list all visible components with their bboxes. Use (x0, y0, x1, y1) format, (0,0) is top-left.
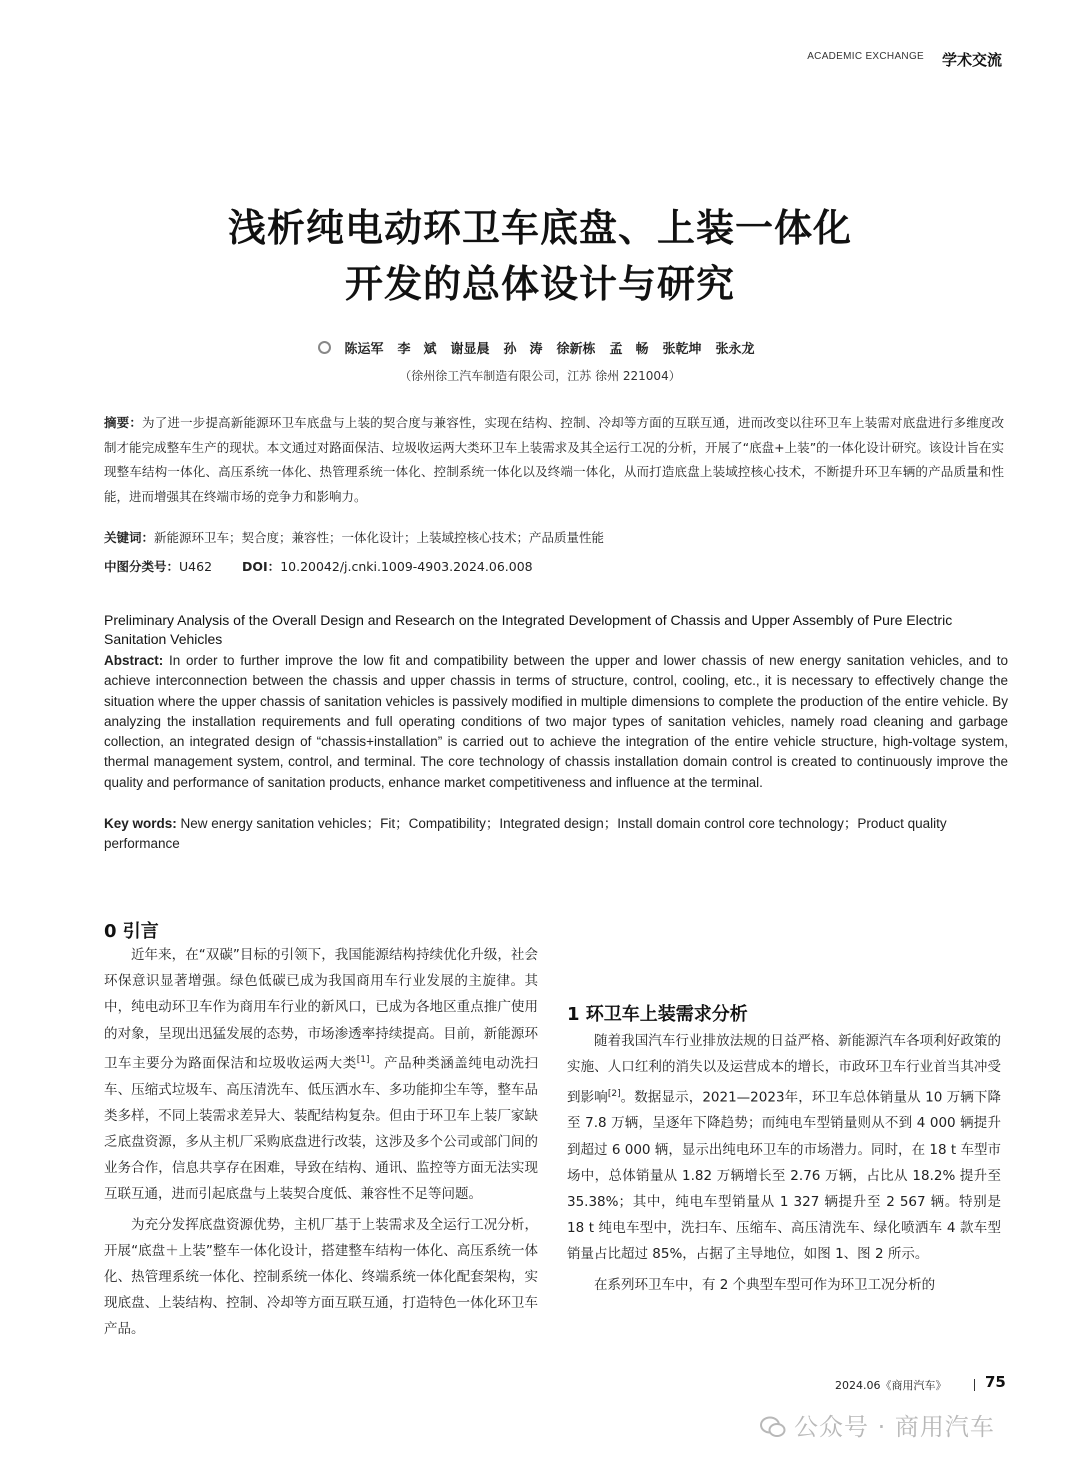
paragraph-text: 。数据显示，2021—2023年，环卫车总体销量从 10 万辆下降至 7.8 万辆，呈逐年下降趋势；而纯电车型销量则从不到 4 000 辆提升到超过 6 000 辆，显示出纯电环卫车的市场潜力。同时，在 18 t 车型市场中，总体销量从 1.82 万辆增长至 2.76 万辆，占比从 18.2% 提升至 35.38%；其中，纯电车型销量从 1 327 辆提升至 2 567 辆。特别是 18 t 纯电车型中，洗扫车、压缩车、高压清洗车、绿化喷洒车 4 款车型销量占比超过 85%，占据了主导地位，如图 1、图 2 所示。 (567, 1089, 1001, 1263)
keywords-text: 新能源环卫车；契合度；兼容性；一体化设计；上装域控核心技术；产品质量性能 (154, 530, 605, 545)
header-english: ACADEMIC EXCHANGE (807, 51, 924, 62)
english-abstract-text: In order to further improve the low fit and compatibility between the upper and lower chassis of new energy sanitation vehicles, and to achieve interconnection between the chassis and upper chassis in terms of structure, control, cooling, etc., it is necessary to effectively change the situation where the upper chassis of sanitation vehicles is passively modified in multiple dimensions to complete the production of the entire vehicle. By analyzing the installation requirements and full operating conditions of two major types of sanitation vehicles, namely road cleaning and garbage collection, an integrated design of “chassis+installation” is carried out to achieve the integration of the entire vehicle structure, high-voltage system, thermal management system, control, and terminal. The core technology of chassis installation domain control is created to continuously improve the quality and performance of sanitation products, enhance market competitiveness and influence at the terminal. (104, 653, 1008, 790)
english-abstract (104, 651, 1008, 793)
paragraph-text: 近年来，在“双碳”目标的引领下，我国能源结构持续优化升级，社会环保意识显著增强。绿色低碳已成为我国商用车行业发展的主旋律。其中，纯电动环卫车作为商用车行业的新风口，已成为各地区重点推广使用的对象，呈现出迅猛发展的态势，市场渗透率持续提高。目前，新能源环卫车主要分为路面保洁和垃圾收运两大类 (104, 947, 538, 1072)
keywords-label: 关键词： (104, 530, 155, 545)
citation: [2] (607, 1088, 621, 1099)
author: 李 斌 (397, 342, 437, 357)
watermark (760, 1407, 995, 1442)
author: 陈运军 (344, 342, 384, 357)
english-title: Preliminary Analysis of the Overall Design and Research on the Integrated Development of Chassis and Upper Assembly of Pure Electric Sanitation Vehicles (104, 612, 953, 647)
title-line-1: 浅析纯电动环卫车底盘、上装一体化 (227, 206, 852, 250)
abstract-label: 摘要： (104, 415, 143, 430)
paragraph-text: 。产品种类涵盖纯电动洗扫车、压缩式垃圾车、高压清洗车、低压洒水车、多功能抑尘车等，整车品类多样，不同上装需求差异大、装配结构复杂。但由于环卫车上装厂家缺乏底盘资源，多从主机厂采购底盘进行改装，这涉及多个公司或部门间的业务合作，信息共享存在困难，导致在结构、通讯、监控等方面无法实现互联互通，进而引起底盘与上装契合度低、兼容性不足等问题。 (104, 1055, 538, 1203)
author-list (0, 338, 1080, 357)
header-chinese: 学术交流 (941, 51, 1002, 69)
author: 孙 涛 (503, 342, 543, 357)
paragraph (567, 1028, 1001, 1267)
watermark-text: 公众号 · 商用汽车 (794, 1413, 995, 1441)
paragraph (104, 1212, 538, 1343)
author: 张乾坤 (662, 342, 702, 357)
section-1-heading: 1 环卫车上装需求分析 (567, 1004, 748, 1025)
paragraph-text: 为充分发挥底盘资源优势，主机厂基于上装需求及全运行工况分析，开展“底盘＋上装”整车一体化设计，搭建整车结构一体化、高压系统一体化、热管理系统一体化、控制系统一体化、终端系统一体化配套架构，实现底盘、上装结构、控制、冷却等方面互联互通，打造特色一体化环卫车产品。 (104, 1216, 538, 1338)
right-column (567, 912, 1001, 1298)
paragraph (567, 1272, 1001, 1298)
doi-value: 10.20042/j.cnki.1009-4903.2024.06.008 (280, 559, 533, 574)
english-keywords-label: Key words: (104, 816, 177, 831)
classification-line (104, 555, 1004, 580)
author: 张永龙 (715, 342, 755, 357)
abstract-text: 为了进一步提高新能源环卫车底盘与上装的契合度与兼容性，实现在结构、控制、冷却等方面的互联互通，进而改变以往环卫车上装需对底盘进行多维度改制才能完成整车生产的现状。本文通过对路面保洁、垃圾收运两大类环卫车上装需求及其全运行工况的分析，开展了“底盘+上装”的一体化设计研究。该设计旨在实现整车结构一体化、高压系统一体化、热管理系统一体化、控制系统一体化以及终端一体化，从而打造底盘上装域控核心技术，不断提升环卫车辆的产品质量和性能，进而增强其在终端市场的竞争力和影响力。 (104, 415, 1004, 504)
english-keywords-text: New energy sanitation vehicles；Fit；Compatibility；Integrated design；Install domain control core technology；Product quality performance (104, 816, 947, 852)
author: 徐新栋 (556, 342, 596, 357)
footer-divider (974, 1379, 975, 1391)
citation: [1] (356, 1054, 370, 1065)
bullet-circle-icon (318, 341, 331, 354)
paper-title (60, 200, 1020, 312)
paragraph-text: 在系列环卫车中，有 2 个典型车型可作为环卫工况分析的 (594, 1276, 936, 1293)
chinese-abstract (104, 411, 1004, 509)
author: 谢显晨 (450, 342, 490, 357)
classification-label: 中图分类号： (104, 559, 180, 574)
affiliation: （徐州徐工汽车制造有限公司，江苏 徐州 221004） (399, 369, 681, 383)
classification-code: U462 (179, 559, 213, 574)
footer-issue: 2024.06《商用汽车》 (835, 1379, 947, 1392)
doi-label: DOI： (242, 559, 281, 574)
english-keywords (104, 814, 1008, 855)
paragraph-text: 随着我国汽车行业排放法规的日益严格、新能源汽车各项利好政策的实施、人口红利的消失以及运营成本的增长，市政环卫车行业首当其冲受到影响 (567, 1033, 1001, 1106)
title-line-2: 开发的总体设计与研究 (344, 262, 735, 306)
left-column (104, 942, 538, 1343)
author: 孟 畅 (609, 342, 649, 357)
english-abstract-label: Abstract: (104, 653, 164, 668)
section-0-heading: 0 引言 (104, 921, 159, 942)
chinese-keywords (104, 526, 1004, 551)
paragraph (104, 942, 538, 1208)
wechat-icon (760, 1416, 786, 1438)
page-number: 75 (985, 1373, 1006, 1391)
